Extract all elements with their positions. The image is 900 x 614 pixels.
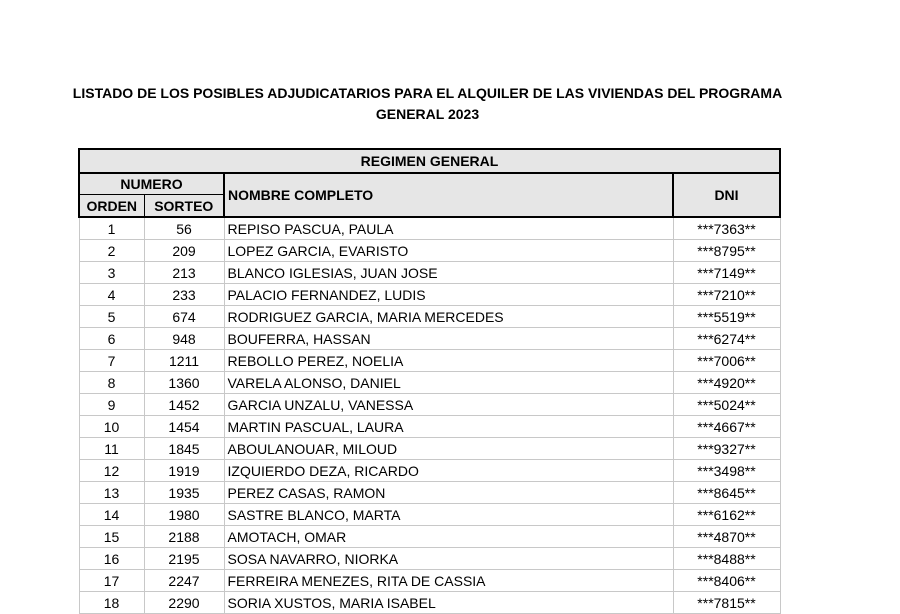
sorteo-cell: 2247 — [144, 570, 224, 592]
table-row — [79, 328, 780, 350]
orden-cell: 7 — [79, 350, 144, 372]
dni-cell: ***4920** — [673, 372, 780, 394]
orden-cell: 5 — [79, 306, 144, 328]
dni-cell: ***5024** — [673, 394, 780, 416]
dni-cell: ***8795** — [673, 240, 780, 262]
sorteo-cell: 2290 — [144, 592, 224, 614]
table-body — [79, 217, 780, 614]
table-row — [79, 548, 780, 570]
orden-cell: 15 — [79, 526, 144, 548]
sorteo-cell: 1845 — [144, 438, 224, 460]
nombre-cell: SOSA NAVARRO, NIORKA — [224, 548, 673, 570]
nombre-cell: VARELA ALONSO, DANIEL — [224, 372, 673, 394]
orden-cell: 10 — [79, 416, 144, 438]
dni-cell: ***7006** — [673, 350, 780, 372]
table-row — [79, 570, 780, 592]
dni-cell: ***7149** — [673, 262, 780, 284]
dni-cell: ***9327** — [673, 438, 780, 460]
section-title: REGIMEN GENERAL — [79, 149, 780, 173]
table-row — [79, 482, 780, 504]
adjudicatarios-table — [78, 148, 781, 614]
sorteo-cell: 1935 — [144, 482, 224, 504]
dni-cell: ***8488** — [673, 548, 780, 570]
table-row — [79, 504, 780, 526]
orden-cell: 18 — [79, 592, 144, 614]
sorteo-cell: 1452 — [144, 394, 224, 416]
table-row — [79, 592, 780, 614]
dni-cell: ***4870** — [673, 526, 780, 548]
sorteo-cell: 948 — [144, 328, 224, 350]
nombre-cell: SORIA XUSTOS, MARIA ISABEL — [224, 592, 673, 614]
orden-cell: 16 — [79, 548, 144, 570]
orden-cell: 17 — [79, 570, 144, 592]
table-row — [79, 394, 780, 416]
table-row — [79, 306, 780, 328]
nombre-cell: GARCIA UNZALU, VANESSA — [224, 394, 673, 416]
table-row — [79, 416, 780, 438]
table-row — [79, 372, 780, 394]
nombre-cell: RODRIGUEZ GARCIA, MARIA MERCEDES — [224, 306, 673, 328]
orden-cell: 11 — [79, 438, 144, 460]
nombre-cell: AMOTACH, OMAR — [224, 526, 673, 548]
sorteo-column-header: SORTEO — [144, 195, 224, 218]
table-row — [79, 438, 780, 460]
dni-cell: ***7210** — [673, 284, 780, 306]
nombre-cell: ABOULANOUAR, MILOUD — [224, 438, 673, 460]
table-row — [79, 240, 780, 262]
nombre-cell: MARTIN PASCUAL, LAURA — [224, 416, 673, 438]
orden-cell: 4 — [79, 284, 144, 306]
nombre-cell: REPISO PASCUA, PAULA — [224, 217, 673, 240]
dni-cell: ***4667** — [673, 416, 780, 438]
dni-cell: ***3498** — [673, 460, 780, 482]
nombre-cell: SASTRE BLANCO, MARTA — [224, 504, 673, 526]
nombre-cell: BLANCO IGLESIAS, JUAN JOSE — [224, 262, 673, 284]
sorteo-cell: 674 — [144, 306, 224, 328]
orden-cell: 8 — [79, 372, 144, 394]
sorteo-cell: 209 — [144, 240, 224, 262]
orden-cell: 6 — [79, 328, 144, 350]
document-title-line-2: GENERAL 2023 — [375, 106, 480, 122]
sorteo-cell: 1360 — [144, 372, 224, 394]
orden-cell: 14 — [79, 504, 144, 526]
table-row — [79, 284, 780, 306]
orden-cell: 3 — [79, 262, 144, 284]
sorteo-cell: 1980 — [144, 504, 224, 526]
sorteo-cell: 1919 — [144, 460, 224, 482]
nombre-cell: PEREZ CASAS, RAMON — [224, 482, 673, 504]
nombre-cell: REBOLLO PEREZ, NOELIA — [224, 350, 673, 372]
dni-cell: ***7815** — [673, 592, 780, 614]
numero-group-header: NUMERO — [79, 173, 224, 195]
sorteo-cell: 233 — [144, 284, 224, 306]
orden-cell: 1 — [79, 217, 144, 240]
dni-cell: ***6162** — [673, 504, 780, 526]
orden-cell: 12 — [79, 460, 144, 482]
dni-cell: ***5519** — [673, 306, 780, 328]
nombre-cell: FERREIRA MENEZES, RITA DE CASSIA — [224, 570, 673, 592]
nombre-cell: IZQUIERDO DEZA, RICARDO — [224, 460, 673, 482]
dni-cell: ***6274** — [673, 328, 780, 350]
sorteo-cell: 1211 — [144, 350, 224, 372]
dni-cell: ***8406** — [673, 570, 780, 592]
orden-cell: 13 — [79, 482, 144, 504]
dni-column-header: DNI — [673, 173, 780, 217]
orden-cell: 2 — [79, 240, 144, 262]
sorteo-cell: 2195 — [144, 548, 224, 570]
orden-column-header: ORDEN — [79, 195, 144, 218]
nombre-cell: LOPEZ GARCIA, EVARISTO — [224, 240, 673, 262]
nombre-cell: BOUFERRA, HASSAN — [224, 328, 673, 350]
sorteo-cell: 213 — [144, 262, 224, 284]
table-row — [79, 217, 780, 240]
nombre-column-header: NOMBRE COMPLETO — [224, 173, 673, 217]
sorteo-cell: 56 — [144, 217, 224, 240]
table-header — [79, 149, 780, 217]
table-row — [79, 350, 780, 372]
dni-cell: ***8645** — [673, 482, 780, 504]
orden-cell: 9 — [79, 394, 144, 416]
table-row — [79, 460, 780, 482]
sorteo-cell: 2188 — [144, 526, 224, 548]
sorteo-cell: 1454 — [144, 416, 224, 438]
dni-cell: ***7363** — [673, 217, 780, 240]
document-title — [0, 83, 855, 125]
nombre-cell: PALACIO FERNANDEZ, LUDIS — [224, 284, 673, 306]
table-row — [79, 526, 780, 548]
table-row — [79, 262, 780, 284]
document-title-line-1: LISTADO DE LOS POSIBLES ADJUDICATARIOS PARA EL ALQUILER DE LAS VIVIENDAS DEL PROGRAMA — [72, 85, 783, 101]
